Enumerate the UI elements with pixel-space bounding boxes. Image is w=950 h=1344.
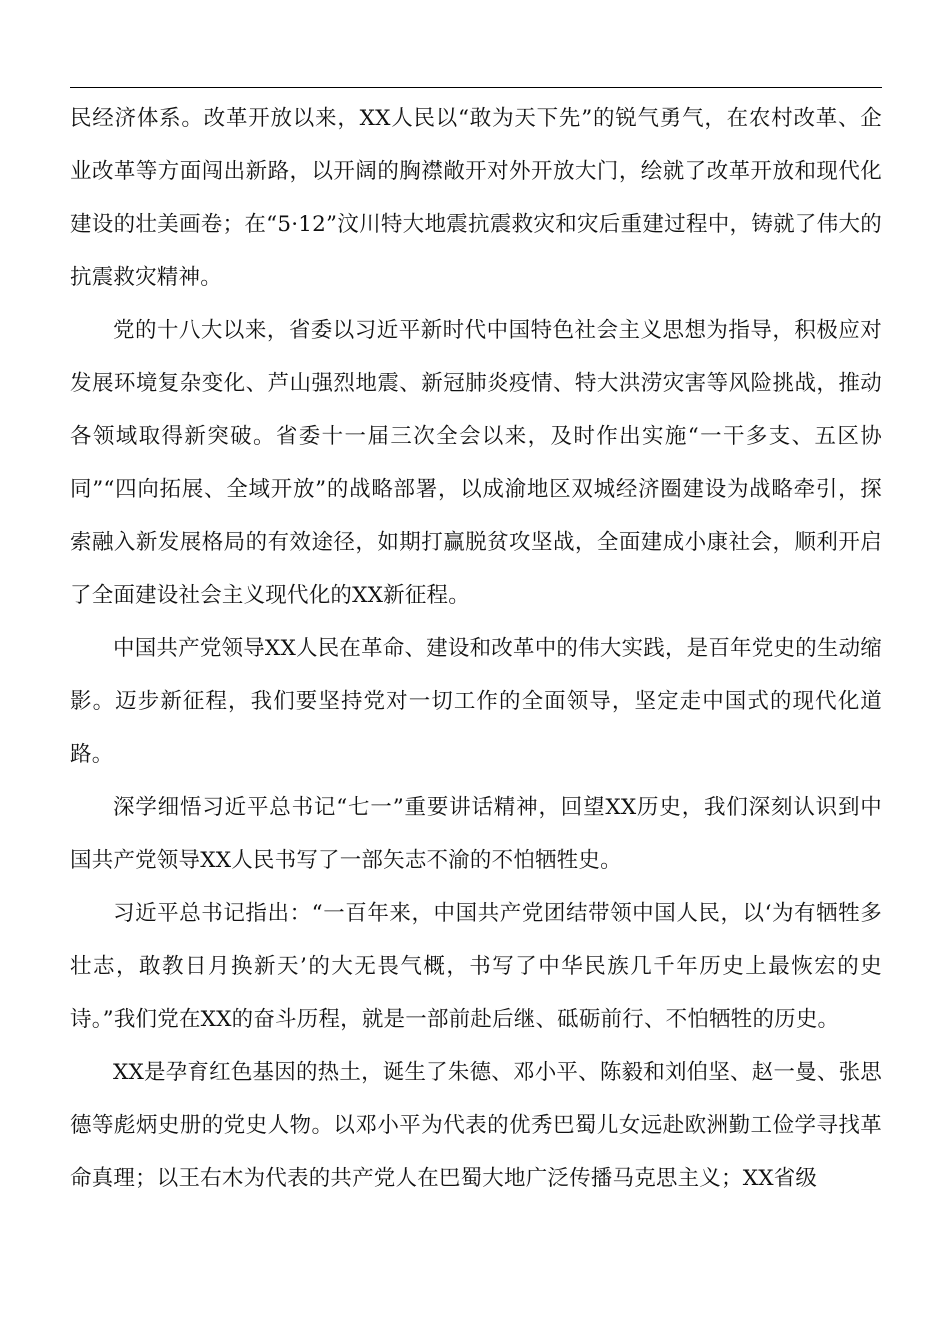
paragraph-continuation: 民经济体系。改革开放以来，XX人民以“敢为天下先”的锐气勇气，在农村改革、企业改革等方面闯出新路，以开阔的胸襟敞开对外开放大门，绘就了改革开放和现代化建设的壮美画卷；在“5·12”汶川特大地震抗震救灾和灾后重建过程中，铸就了伟大的抗震救灾精神。 bbox=[70, 106, 882, 290]
header-rule bbox=[70, 87, 882, 88]
paragraph-great-practice: 中国共产党领导XX人民在革命、建设和改革中的伟大实践，是百年党史的生动缩影。迈步新征程，我们要坚持党对一切工作的全面领导，坚定走中国式的现代化道路。 bbox=[70, 636, 882, 767]
paragraph-red-gene: XX是孕育红色基因的热土，诞生了朱德、邓小平、陈毅和刘伯坚、赵一曼、张思德等彪炳史册的党史人物。以邓小平为代表的优秀巴蜀儿女远赴欧洲勤工俭学寻找革命真理；以王右木为代表的共产党人在巴蜀大地广泛传播马克思主义；XX省级 bbox=[70, 1060, 882, 1191]
paragraph-xi-quote: 习近平总书记指出：“一百年来，中国共产党团结带领中国人民，以‘为有牺牲多壮志，敢教日月换新天’的大无畏气概，书写了中华民族几千年历史上最恢宏的史诗。”我们党在XX的奋斗历程，就是一部前赴后继、砥砺前行、不怕牺牲的历史。 bbox=[70, 901, 882, 1032]
paragraph-18th-congress: 党的十八大以来，省委以习近平新时代中国特色社会主义思想为指导，积极应对发展环境复杂变化、芦山强烈地震、新冠肺炎疫情、特大洪涝灾害等风险挑战，推动各领域取得新突破。省委十一届三次全会以来，及时作出实施“一干多支、五区协同”“四向拓展、全域开放”的战略部署，以成渝地区双城经济圈建设为战略牵引，探索融入新发展格局的有效途径，如期打赢脱贫攻坚战，全面建成小康社会，顺利开启了全面建设社会主义现代化的XX新征程。 bbox=[70, 318, 882, 608]
document-body bbox=[70, 92, 882, 1205]
paragraph-july-first-speech: 深学细悟习近平总书记“七一”重要讲话精神，回望XX历史，我们深刻认识到中国共产党领导XX人民书写了一部矢志不渝的不怕牺牲史。 bbox=[70, 795, 882, 873]
